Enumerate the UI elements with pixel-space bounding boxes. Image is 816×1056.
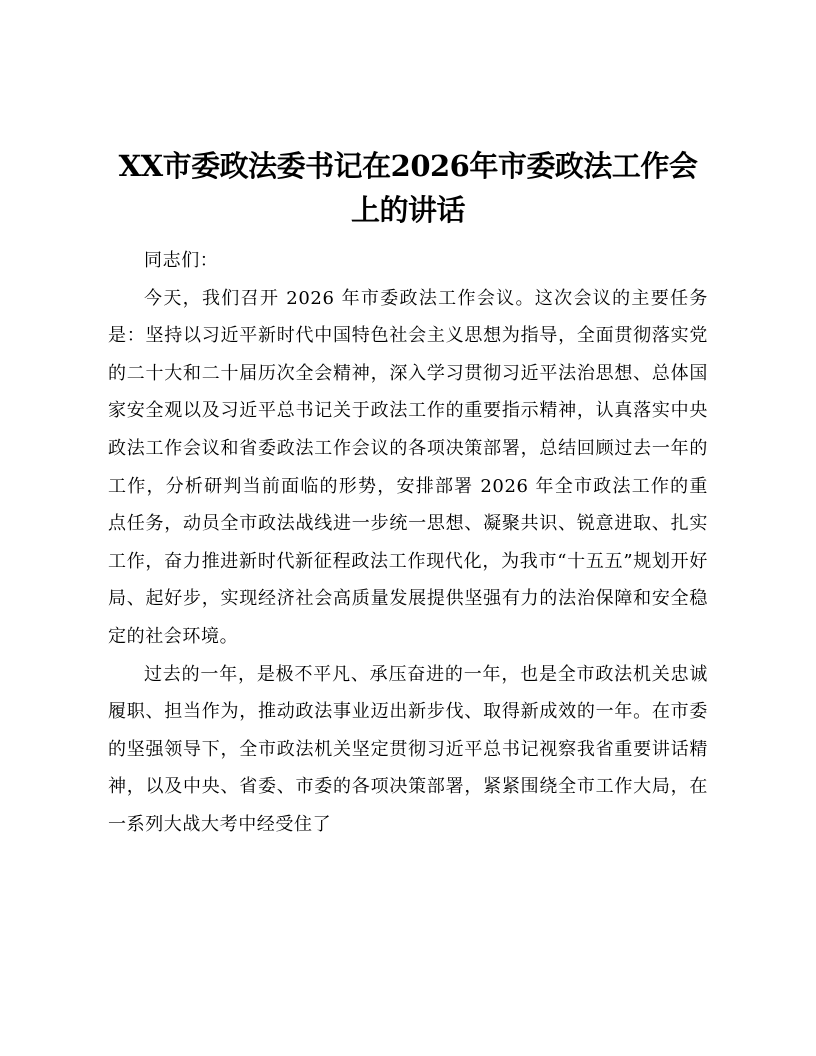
document-title: XX市委政法委书记在2026年市委政法工作会上的讲话 xyxy=(118,149,698,227)
paragraph-review: 过去的一年，是极不平凡、承压奋进的一年，也是全市政法机关忠诚履职、担当作为，推动政法事业迈出新步伐、取得新成效的一年。在市委的坚强领导下，全市政法机关坚定贯彻习近平总书记视察我省重要讲话精神，以及中央、省委、市委的各项决策部署，紧紧围绕全市工作大局，在一系列大战大考中经受住了 xyxy=(108,663,708,835)
salutation: 同志们： xyxy=(144,250,219,271)
paragraph-opening: 今天，我们召开 2026 年市委政法工作会议。这次会议的主要任务是：坚持以习近平新时代中国特色社会主义思想为指导，全面贯彻落实党的二十大和二十届历次全会精神，深入学习贯彻习近平法治思想、总体国家安全观以及习近平总书记关于政法工作的重要指示精神，认真落实中央政法工作会议和省委政法工作会议的各项决策部署，总结回顾过去一年的工作，分析研判当前面临的形势，安排部署 2026 年全市政法工作的重点任务，动员全市政法战线进一步统一思想、凝聚共识、锐意进取、扎实工作，奋力推进新时代新征程政法工作现代化，为我市“十五五”规划开好局、起好步，实现经济社会高质量发展提供坚强有力的法治保障和安全稳定的社会环境。 xyxy=(108,287,708,647)
document-body xyxy=(108,242,708,844)
